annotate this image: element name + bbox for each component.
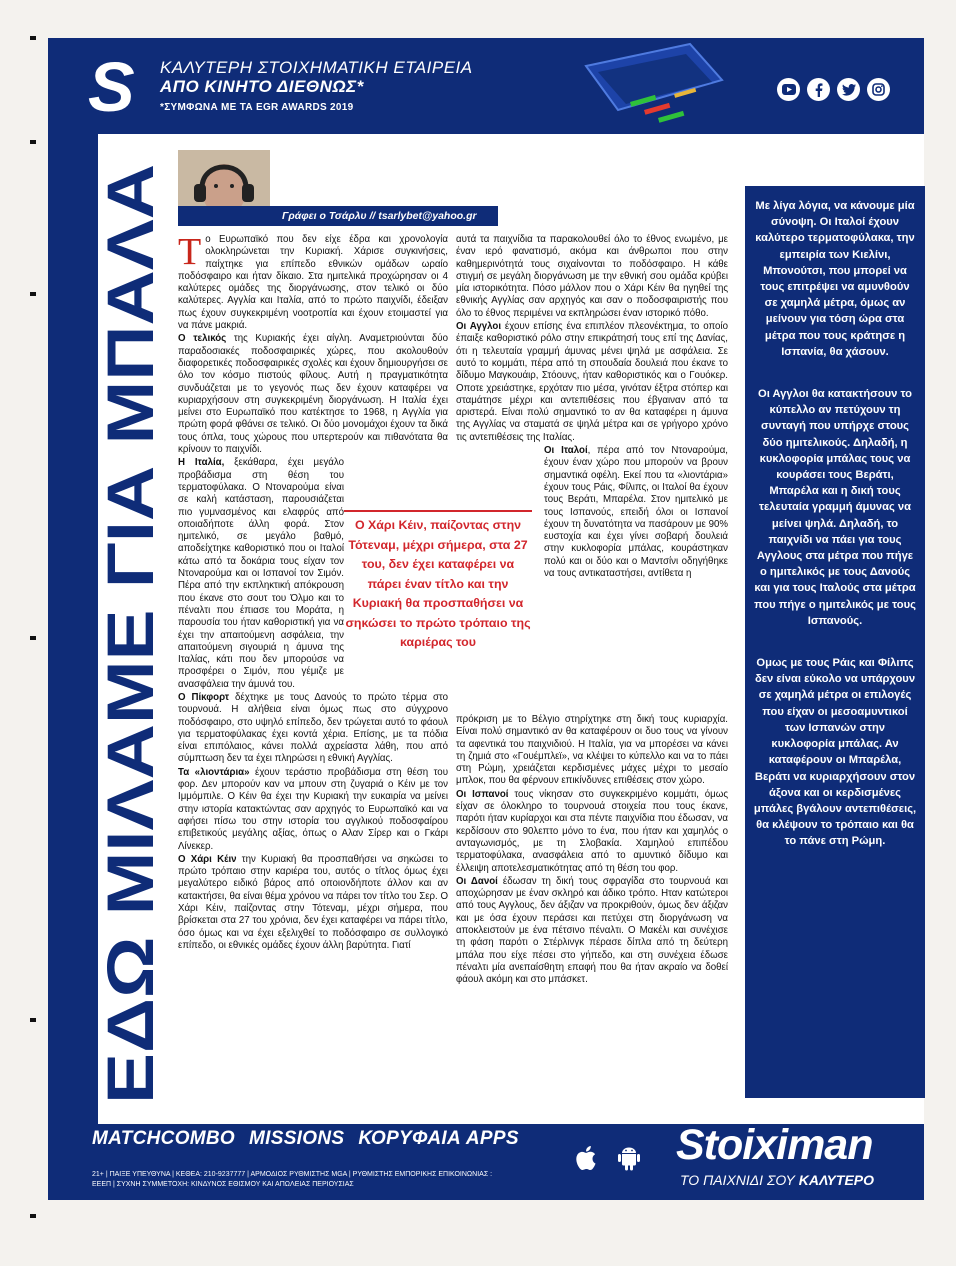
stoiximan-logo: Stoiximan xyxy=(676,1121,873,1169)
matchcombo-label: MATCHCOMBO xyxy=(92,1128,236,1149)
article-paragraph: Ο Πίκφορτ δέχτηκε με τους Δανούς το πρώτο τέρμα στο τουρνουά. Η αλήθεια είναι όμως πως στο σύγχρονο ποδόσφαιρο, στο υψηλό επίπεδο, δεν τρώγεται αυτό το φάουλ για τερματοφύλακας έχει κοντά χέρια. Επίσης, με τα πόδια είναι επιπόλαιος, κάνει πολλά αχρείαστα λάθη, που από σύμπτωση δεν τα έχει πληρώσει η εθνική Αγγλίας. xyxy=(178,691,448,765)
sidebar-summary xyxy=(745,186,925,1098)
article-paragraph: πρόκριση με το Βέλγιο στηρίχτηκε στη δική τους κυριαρχία. Είναι πολύ σημαντικό αν θα καταφέρουν οι δυο τους να γίνουν τα αφεντικά του παιχνιδιού. Η Ιταλία, για να μπορέσει να κάνει τη ζημιά στο «Γουέμπλεϊ», να κλέψει το κύπελλο και να το πάει στη Ρώμη, χρειάζεται κερδισμένες μάχες μέχρι το μεσαίο μπλοκ, που θα φέρνουν επικίνδυνες επιθέσεις στον χώρο. xyxy=(456,714,728,787)
drop-cap: Τ xyxy=(178,231,202,273)
side-title xyxy=(93,150,167,1110)
article-paragraph: Τα «λιοντάρια» έχουν τεράστιο προβάδισμα στη θέση του φορ. Δεν μπορούν καν να μπουν στη ζυγαριά ο Κέιν με τον Ιμμόμπιλε. Ο Κέιν θα έχει την Κυριακή την ευκαιρία να μείνει στην ιστορία κατακτώντας σαν αρχηγός το Ευρωπαϊκό και να αφήσει πίσω του στην ιστορία του αγγλικού ποδοσφαίρου επιβετικούς μεγάλης αξίας, όπως ο Αλαν Σίρερ και ο Γκάρι Λίνεκερ. xyxy=(178,766,448,852)
crop-mark xyxy=(30,1018,36,1022)
social-icons xyxy=(777,78,890,101)
pull-quote: Ο Χάρι Κέιν, παίζοντας στην Τότεναμ, μέχρι σήμερα, στα 27 του, δεν έχει καταφέρει να πάρει έναν τίτλο και την Κυριακή θα προσπαθήσει να σηκώσει το πρώτο τρόπαιο της καριέρας του xyxy=(344,510,532,653)
twitter-icon[interactable] xyxy=(837,78,860,101)
crop-mark xyxy=(30,1214,36,1218)
sidebar-paragraph: Οι Αγγλοι θα κατακτήσουν το κύπελλο αν πετύχουν τη συνταγή που υπήρχε στους δύο ημιτελικούς. Δηλαδή, η κυκλοφορία μπάλας τους να κουράσει τους Βεράτι, Μπαρέλα και η δική τους τελευταία γραμμή άμυνας να μείνει ψηλά. Δηλαδή, το παιχνίδι να πάει για τους Αγγλους στα μέτρα που πήγε ο ημιτελικός με τους Δανούς και για τους Ιταλούς στα μέτρα που πήγε ο ημιτελικός με τους Ισπανούς. xyxy=(754,388,916,627)
legal-disclaimer: 21+ | ΠΑΙΞΕ ΥΠΕΥΘΥΝΑ | ΚΕΘΕΑ: 210-9237777 | ΑΡΜΟΔΙΟΣ ΡΥΘΜΙΣΤΗΣ MGA | ΡΥΘΜΙΣΤΗΣ ΕΜΠΟΡΙΚΗΣ ΕΠΙΚΟΙΝΩΝΙΑΣ : ΕΕΕΠ | ΣΥΧΝΗ ΣΥΜΜΕΤΟΧΗ: ΚΙΝΔΥΝΟΣ ΕΘΙΣΜΟΥ ΚΑΙ ΑΠΩΛΕΙΑΣ ΠΕΡΙΟΥΣΙΑΣ xyxy=(92,1171,493,1188)
crop-mark xyxy=(30,292,36,296)
stoiximan-s-logo: S xyxy=(88,48,135,126)
missions-label: MISSIONS xyxy=(249,1128,345,1149)
banner-line-2: ΑΠΟ ΚΙΝΗΤΟ ΔΙΕΘΝΩΣ* xyxy=(160,77,364,96)
phone-app-illustration xyxy=(578,44,728,128)
article-paragraph: Ο Χάρι Κέιν την Κυριακή θα προσπαθήσει να σηκώσει το πρώτο τρόπαιο στην καριέρα του, αυτός ο τίτλος όμως έχει μεγαλύτερο ειδικό βάρος από οποιονδήποτε άλλον και αν κατακτήσει, θα είναι θέμα χρόνου να πάρει τον τίτλο του Σερ. Ο Χάρι Κέιν, παίζοντας στην Τότεναμ, μέχρι σήμερα, που βρίσκεται στα 27 του χρόνια, δεν έχει καταφέρει να πάρει τίτλο, όσο όμως και να έχει εξελιχθεί το ποδόσφαιρο σε συλλογικό επίπεδο, οι εθνικές ομάδες έχουν άλλη βαρύτητα. Γιατί xyxy=(178,853,449,951)
sidebar-paragraph: Ομως με τους Ράις και Φίλιπς δεν είναι εύκολο να υπάρχουν σε χαμηλά μέτρα οι επιλογές που είχαν οι μεσοαμυντικοί των Ισπανών στην κυκλοφορία μπάλας. Αν καταφέρουν οι Μπαρέλα, Βεράτι να κυριαρχήσουν στον άξονα και οι κερδισμένες μπάλες βγάλουν αντεπιθέσεις, θα κλέψουν το τρόπαιο και θα το πάνε στη Ρώμη. xyxy=(753,657,917,848)
byline: Γράφει ο Τσάρλυ // tsarlybet@yahoo.gr xyxy=(178,206,498,226)
banner-line-1: ΚΑΛΥΤΕΡΗ ΣΤΟΙΧΗΜΑΤΙΚΗ ΕΤΑΙΡΕΙΑ xyxy=(160,58,473,77)
banner-text xyxy=(160,58,473,113)
apple-icon[interactable] xyxy=(576,1146,596,1170)
sidebar-paragraph: Με λίγα λόγια, να κάνουμε μία σύνοψη. Οι Ιταλοί έχουν καλύτερο τερματοφύλακα, την εμπειρία των Κιελίνι, Μπονούτσι, που μπορεί να τους επιτρέψει να αμυνθούν σε χαμηλά μέτρα, όμως αν μείνουν για τόση ώρα στα μέτρα που τους κράτησε η Ισπανία, θα χάσουν. xyxy=(755,200,915,358)
crop-mark xyxy=(30,636,36,640)
store-icons xyxy=(576,1146,640,1170)
facebook-icon[interactable] xyxy=(807,78,830,101)
article-paragraph: Οι Αγγλοι έχουν επίσης ένα επιπλέον πλεονέκτημα, το οποίο έπαιξε καθοριστικό ρόλο στην επικράτησή τους επί της Δανίας, ότι η τελευταία γραμμή άμυνας μένει ψηλά με ασφάλεια. Σε αυτό το κομμάτι, πέρα από τη σπουδαία δουλειά που έκανε το δίδυμο Μαγκουάιρ, Στόουνς, ήταν καθοριστικός και ο Γουόκερ. Οποτε χρειάστηκε, ερχόταν πιο μέσα, γινόταν έξτρα στόπερ και σταμάτησε μέχρι και αντεπιθέσεις που έβγαιναν από τα αριστερά. Είναι πολύ σημαντικό το αν θα καταφέρει η άμυνα της Αγγλίας να σταματά σε ψηλά μέτρα και σε γρήγορο χρόνο τις αντεπιθέσεις της Ιταλίας. xyxy=(456,321,728,443)
article-column-2-continued xyxy=(456,714,728,988)
crop-mark xyxy=(30,36,36,40)
top-apps-label: ΚΟΡΥΦΑΙΑ APPS xyxy=(358,1128,519,1149)
android-icon[interactable] xyxy=(618,1146,640,1170)
slogan: ΤΟ ΠΑΙΧΝΙΔΙ ΣΟΥ ΚΑΛΥΤΕΡΟ xyxy=(680,1172,875,1188)
side-title-text: ΕΔΩ ΜΙΛΑΜΕ ΓΙΑ ΜΠΑΛΑ xyxy=(93,292,167,1104)
banner-footnote: *ΣΥΜΦΩΝΑ ΜΕ ΤΑ EGR AWARDS 2019 xyxy=(160,102,354,113)
youtube-icon[interactable] xyxy=(777,78,800,101)
top-banner xyxy=(48,38,924,134)
article-paragraph: Οι Ιταλοί, πέρα από τον Ντοναρούμα, έχουν έναν χώρο που μπορούν να βρουν σημαντικά οφέλη. Εκεί που τα «λιοντάρια» έχουν τους Ράις, Φίλιπς, οι Ιταλοί θα έχουν τους Βεράτι, Μπαρέλα. Στον ημιτελικό με τους Ισπανούς, επειδή όλοι οι Ισπανοί έχουν τη δυνατότητα να πασάρουν με 90% ευστοχία και έχει γίνει σοβαρή δουλειά στην κυκλοφορία μπάλας, κουράστηκαν πολύ και οι δύο και ο Μαντσίνι οδηγήθηκε να τους αντικαταστήσει, αντίθετα η xyxy=(544,445,728,580)
article-paragraph: Οι Ισπανοί τους νίκησαν στο συγκεκριμένο κομμάτι, όμως είχαν σε όλοκληρο το τουρνουά στοιχεία που τους έκανε, παρότι ήταν κυρίαρχοι και στα πέντε παιχνίδια που έδωσαν, να κερδίσουν στο 90λεπτο μόνο το ένα, που ήταν και χαμηλός ο ανταγωνισμός, με τη Σλοβακία. Χαμηλού επιπέδου τερματοφύλακα, ανασφάλεια από το αμυντικό δίδυμο και έλλειψη αποτελεσματικότητας από τη θέση του φορ. xyxy=(456,788,728,874)
article-paragraph: Το Ευρωπαϊκό που δεν είχε έδρα και χρονολογία ολοκληρώνεται την Κυριακή. Χάρισε συγκινήσεις, παίχτηκε για επίπεδο εθνικών ομάδων ωραίο ποδόσφαιρο και ήταν δίκαιο. Στα ημιτελικά προχώρησαν οι 4 καλύτερες ομάδες της διοργάνωσης, στον τελικό οι δύο καλύτερες. Αγγλία και Ιταλία, από το πρώτο παιχνίδι, έδειξαν πως έχουν συγκεκριμένη νοοτροπία και έχουν ετοιμαστεί για να πάνε μακριά. xyxy=(178,231,448,332)
instagram-icon[interactable] xyxy=(867,78,890,101)
article-paragraph: Ο τελικός της Κυριακής έχει αίγλη. Αναμετριούνται δύο παραδοσιακές ποδοσφαιρικές χώρες, που ακολουθούν διαφορετικές ποδοσφαιρικές σχολές και έχουν δημιουργήσει σε όλο τον κόσμο πιστούς φίλους. Αυτή η πραγματικότητα συνδυάζεται με το γεγονός πως δεν έχουν καταφέρει να κυριαρχήσουν στη συγκεκριμένη διοργάνωση. Η Ιταλία έχει μείνει στο Ευρωπαϊκό που κατέκτησε το 1968, η Αγγλία για πρώτη φορά φθάνει σε τελικό. Οι δύο μονομάχοι έχουν τα δικά τους όπλα, τους χώρους που υπερτερούν και πιθανότατα θα κρίνουν το παιχνίδι. xyxy=(178,333,448,456)
article-paragraph: Οι Δανοί έδωσαν τη δική τους σφραγίδα στο τουρνουά και αποχώρησαν με έναν σκληρό και άδικο τρόπο. Ηταν κατώτεροι από τους Αγγλους, δεν άξιζαν να προκριθούν, όμως δεν άξιζαν και με όσα έχουν περάσει και πετύχει στη διοργάνωση να αποκλειστούν με ένα πέτσινο πέναλτι. Ο Μακέλι και συνέχισε τη φάση παρότι ο Στέρλινγκ πέρασε δίπλα από τη δεύτερη μπάλα που είχε πέσει στο γήπεδο, και στη συνέχεια έδωσε πέναλτι μία ανεπαίσθητη επαφή που θα ήταν ακραίο να δοθεί φάουλ ακόμη και στο μπάσκετ. xyxy=(456,875,728,986)
crop-mark xyxy=(30,140,36,144)
footer-features xyxy=(92,1128,519,1150)
article-paragraph: αυτά τα παιχνίδια τα παρακολουθεί όλο το έθνος ενωμένο, με έναν ιερό φανατισμό, ακόμα και άνθρωποι που στην καθημερινότητά τους σιχαίνονται το ποδόσφαιρο. Η κάθε στιγμή σε μεγάλη διοργάνωση με την εθνική σου ομάδα κρύβει μία ιστορικότητα. Πόσο μάλλον που ο Χάρι Κέιν θα ηγηθεί της εθνικής Αγγλίας σαν αρχηγός και σαν ο ποδοσφαιριστής που όλο το έθνος περιμένει να εκπληρώσει έναν ιστορικό πόθο. xyxy=(456,234,728,319)
article-paragraph: Η Ιταλία, ξεκάθαρα, έχει μεγάλο προβάδισμα στη θέση του τερματοφύλακα. Ο Ντοναρούμα είναι σε καλή κατάσταση, παρουσιάζεται πιο γυμνασμένος και ελαφρύς από οποιαδήποτε άλλη φορά. Στον ημιτελικό, σε μεγάλο βαθμό, αποδείχτηκε καθοριστικό που οι Ιταλοί κάτω από τα δοκάρια τους είχαν τον Ντοναρούμα και οι Ισπανοί τον Σιμόν. Πέρα από την εκπληκτική απόκρουση που έκανε στο σουτ του Όλμο και το πέναλτι που έπιασε του Μοράτα, η παρουσία του ήταν καθοριστική για να έχει την απαιτούμενη ασφάλεια, την απαιτούμενη σιγουριά η άμυνα της Ιταλίας, κάτι που δεν μπορούσε να προσφέρει ο Σιμόν, που γέμιζε με ανασφάλεια την άμυνά του. xyxy=(178,457,344,690)
